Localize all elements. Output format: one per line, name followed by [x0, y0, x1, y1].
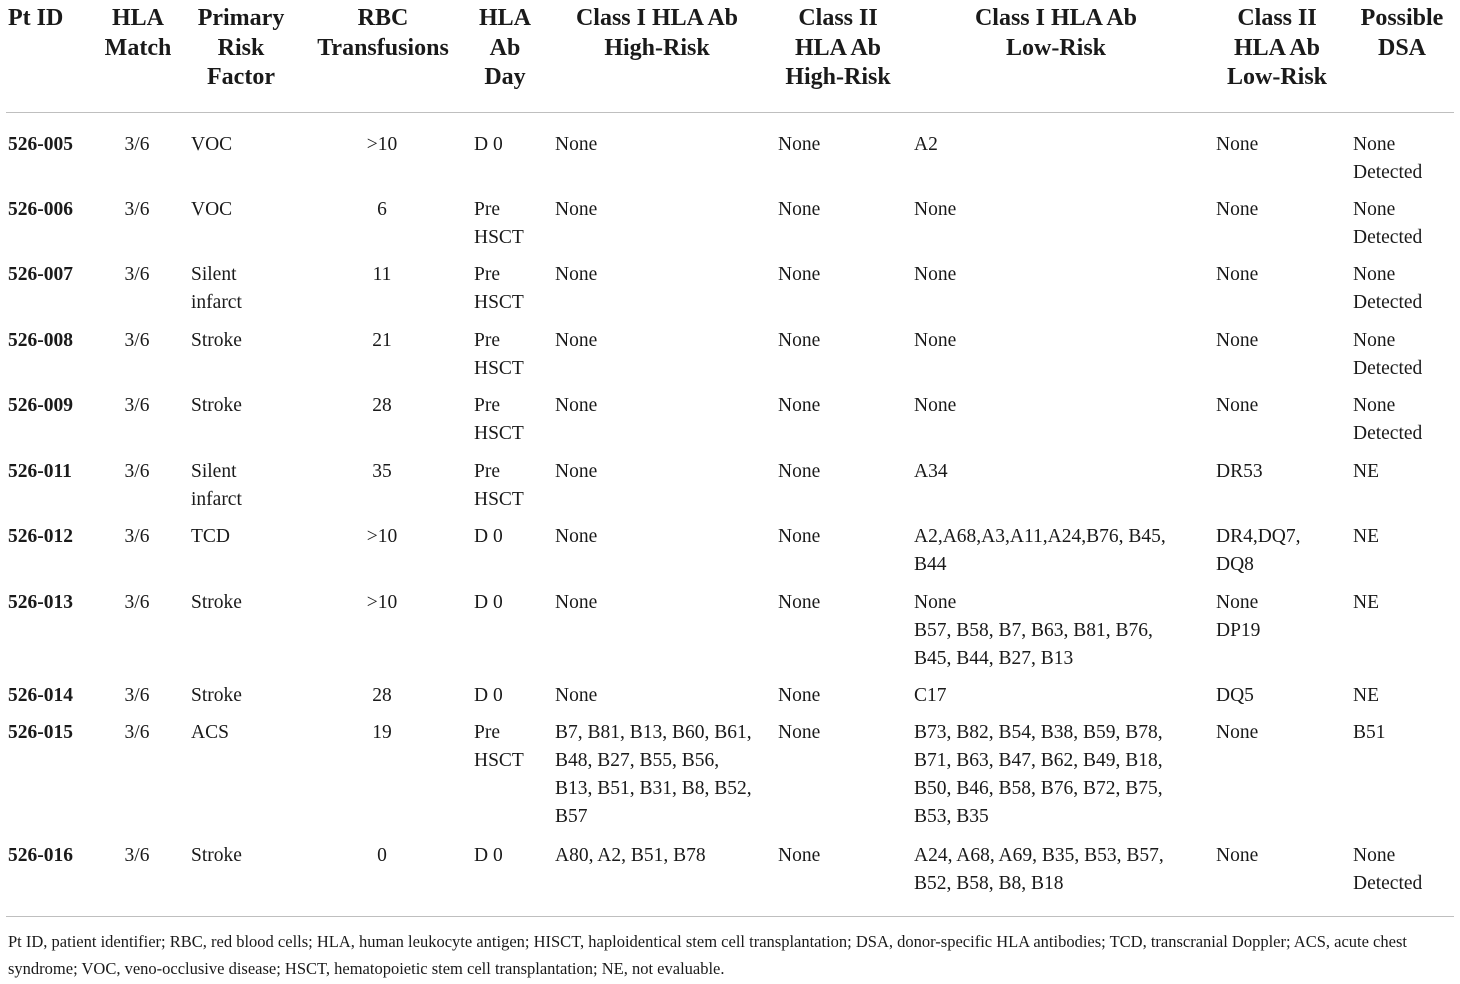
cell-hla-ab-day: D 0: [474, 685, 503, 706]
cell-class1-high-risk: A80, A2, B51, B78: [555, 845, 706, 866]
cell-hla-match: 3/6: [124, 199, 150, 220]
cell-class1-low-risk: None: [914, 395, 957, 416]
cell-class1-low-risk: None: [914, 199, 957, 220]
cell-primary-risk-factor: Silent infarct: [191, 264, 242, 313]
cell-hla-match: 3/6: [124, 685, 150, 706]
cell-class1-low-risk: A2,A68,A3,A11,A24,B76, B45, B44: [914, 526, 1166, 575]
cell-possible-dsa: None Detected: [1353, 264, 1423, 313]
cell-hla-ab-day: Pre HSCT: [474, 395, 524, 444]
cell-rbc-transfusions: 6: [377, 199, 387, 220]
cell-class1-high-risk: None: [555, 264, 598, 285]
cell-hla-match: 3/6: [124, 592, 150, 613]
header-class1-low-risk: Class I HLA Ab Low-Risk: [974, 5, 1138, 61]
cell-class2-high-risk: None: [778, 395, 821, 416]
cell-class1-high-risk: None: [555, 199, 598, 220]
table-header: [0, 0, 1460, 112]
cell-pt-id: 526-013: [8, 592, 73, 613]
cell-possible-dsa: None Detected: [1353, 330, 1423, 379]
cell-hla-match: 3/6: [124, 722, 150, 743]
cell-primary-risk-factor: Stroke: [191, 592, 242, 613]
cell-primary-risk-factor: VOC: [191, 134, 233, 155]
cell-pt-id: 526-005: [8, 134, 73, 155]
cell-class2-high-risk: None: [778, 685, 821, 706]
cell-pt-id: 526-009: [8, 395, 73, 416]
cell-class2-high-risk: None: [778, 264, 821, 285]
header-class2-high-risk: Class II HLA Ab High-Risk: [785, 5, 891, 90]
cell-hla-ab-day: D 0: [474, 526, 503, 547]
cell-class2-low-risk: None DP19: [1216, 592, 1261, 641]
cell-pt-id: 526-006: [8, 199, 73, 220]
cell-class1-low-risk: C17: [914, 685, 947, 706]
cell-hla-match: 3/6: [124, 134, 150, 155]
cell-hla-match: 3/6: [124, 330, 150, 351]
cell-class2-low-risk: None: [1216, 264, 1259, 285]
cell-class2-low-risk: None: [1216, 395, 1259, 416]
cell-rbc-transfusions: 0: [377, 845, 387, 866]
cell-hla-ab-day: D 0: [474, 134, 503, 155]
cell-class2-high-risk: None: [778, 461, 821, 482]
cell-class2-high-risk: None: [778, 722, 821, 743]
cell-class2-low-risk: None: [1216, 330, 1259, 351]
cell-possible-dsa: NE: [1353, 526, 1379, 547]
cell-class2-low-risk: None: [1216, 845, 1259, 866]
cell-class2-high-risk: None: [778, 199, 821, 220]
cell-hla-ab-day: D 0: [474, 592, 503, 613]
cell-possible-dsa: B51: [1353, 722, 1386, 743]
cell-class1-high-risk: None: [555, 685, 598, 706]
header-divider: [6, 112, 1454, 113]
cell-rbc-transfusions: >10: [366, 592, 398, 613]
cell-pt-id: 526-015: [8, 722, 73, 743]
cell-class2-high-risk: None: [778, 330, 821, 351]
cell-possible-dsa: NE: [1353, 685, 1379, 706]
cell-pt-id: 526-011: [8, 461, 72, 482]
cell-class2-low-risk: DQ5: [1216, 685, 1254, 706]
cell-primary-risk-factor: VOC: [191, 199, 233, 220]
cell-hla-ab-day: Pre HSCT: [474, 330, 524, 379]
table-footnote: Pt ID, patient identifier; RBC, red blood cells; HLA, human leukocyte antigen; HISCT, haploidentical stem cell transplantation; DSA, donor-specific HLA antibodies; TCD, transcranial Doppler; ACS, acute chest syndrome; VOC, veno-occlusive disease; HSCT, hematopoietic stem cell transplantation; NE, not evaluable.: [8, 932, 1407, 978]
cell-class2-low-risk: None: [1216, 199, 1259, 220]
cell-primary-risk-factor: TCD: [191, 526, 230, 547]
cell-rbc-transfusions: 35: [372, 461, 392, 482]
cell-possible-dsa: None Detected: [1353, 134, 1423, 183]
header-hla-ab-day: HLA Ab Day: [478, 5, 531, 90]
cell-class1-low-risk: B73, B82, B54, B38, B59, B78, B71, B63, B47, B62, B49, B18, B50, B46, B58, B76, B72, B75, B53, B35: [914, 722, 1163, 827]
cell-hla-match: 3/6: [124, 395, 150, 416]
cell-class1-low-risk: None: [914, 330, 957, 351]
cell-pt-id: 526-008: [8, 330, 73, 351]
cell-rbc-transfusions: 11: [372, 264, 392, 285]
cell-class1-low-risk: A34: [914, 461, 948, 482]
cell-rbc-transfusions: >10: [366, 134, 398, 155]
cell-possible-dsa: None Detected: [1353, 845, 1423, 894]
cell-rbc-transfusions: 28: [372, 685, 392, 706]
cell-class1-high-risk: None: [555, 592, 598, 613]
cell-pt-id: 526-016: [8, 845, 73, 866]
cell-class2-low-risk: DR53: [1216, 461, 1263, 482]
cell-class2-high-risk: None: [778, 592, 821, 613]
cell-hla-ab-day: Pre HSCT: [474, 722, 524, 771]
header-class2-low-risk: Class II HLA Ab Low-Risk: [1226, 5, 1328, 90]
cell-class1-high-risk: None: [555, 395, 598, 416]
footer-divider: [6, 916, 1454, 917]
cell-rbc-transfusions: 19: [372, 722, 392, 743]
cell-class2-high-risk: None: [778, 845, 821, 866]
header-possible-dsa: Possible DSA: [1360, 5, 1444, 61]
cell-possible-dsa: None Detected: [1353, 199, 1423, 248]
cell-primary-risk-factor: Stroke: [191, 330, 242, 351]
cell-class1-high-risk: None: [555, 461, 598, 482]
cell-class2-low-risk: DR4,DQ7, DQ8: [1216, 526, 1301, 575]
header-pt-id: Pt ID: [8, 5, 64, 31]
cell-pt-id: 526-007: [8, 264, 73, 285]
cell-class2-high-risk: None: [778, 526, 821, 547]
cell-hla-ab-day: Pre HSCT: [474, 461, 524, 510]
cell-rbc-transfusions: >10: [366, 526, 398, 547]
cell-hla-match: 3/6: [124, 461, 150, 482]
cell-rbc-transfusions: 21: [372, 330, 392, 351]
cell-primary-risk-factor: Silent infarct: [191, 461, 242, 510]
cell-pt-id: 526-012: [8, 526, 73, 547]
cell-hla-match: 3/6: [124, 845, 150, 866]
cell-primary-risk-factor: Stroke: [191, 845, 242, 866]
cell-hla-match: 3/6: [124, 264, 150, 285]
cell-primary-risk-factor: ACS: [191, 722, 229, 743]
header-rbc-transfusions: RBC Transfusions: [317, 5, 449, 61]
cell-hla-ab-day: Pre HSCT: [474, 264, 524, 313]
cell-class2-high-risk: None: [778, 134, 821, 155]
cell-class1-low-risk: A2: [914, 134, 938, 155]
cell-class2-low-risk: None: [1216, 134, 1259, 155]
header-hla-match: HLA Match: [104, 5, 172, 61]
cell-class1-high-risk: B7, B81, B13, B60, B61, B48, B27, B55, B56, B13, B51, B31, B8, B52, B57: [555, 722, 752, 827]
cell-primary-risk-factor: Stroke: [191, 395, 242, 416]
cell-hla-ab-day: Pre HSCT: [474, 199, 524, 248]
cell-possible-dsa: NE: [1353, 592, 1379, 613]
cell-pt-id: 526-014: [8, 685, 73, 706]
cell-class1-low-risk: None: [914, 264, 957, 285]
cell-class1-high-risk: None: [555, 526, 598, 547]
cell-class1-low-risk: A24, A68, A69, B35, B53, B57, B52, B58, B8, B18: [914, 845, 1164, 894]
header-primary-risk-factor: Primary Risk Factor: [197, 5, 285, 90]
cell-class1-low-risk: None B57, B58, B7, B63, B81, B76, B45, B44, B27, B13: [914, 592, 1153, 669]
cell-class1-high-risk: None: [555, 134, 598, 155]
cell-rbc-transfusions: 28: [372, 395, 392, 416]
cell-possible-dsa: None Detected: [1353, 395, 1423, 444]
header-class1-high-risk: Class I HLA Ab High-Risk: [575, 5, 739, 61]
cell-possible-dsa: NE: [1353, 461, 1379, 482]
cell-class2-low-risk: None: [1216, 722, 1259, 743]
cell-hla-match: 3/6: [124, 526, 150, 547]
cell-hla-ab-day: D 0: [474, 845, 503, 866]
cell-class1-high-risk: None: [555, 330, 598, 351]
cell-primary-risk-factor: Stroke: [191, 685, 242, 706]
